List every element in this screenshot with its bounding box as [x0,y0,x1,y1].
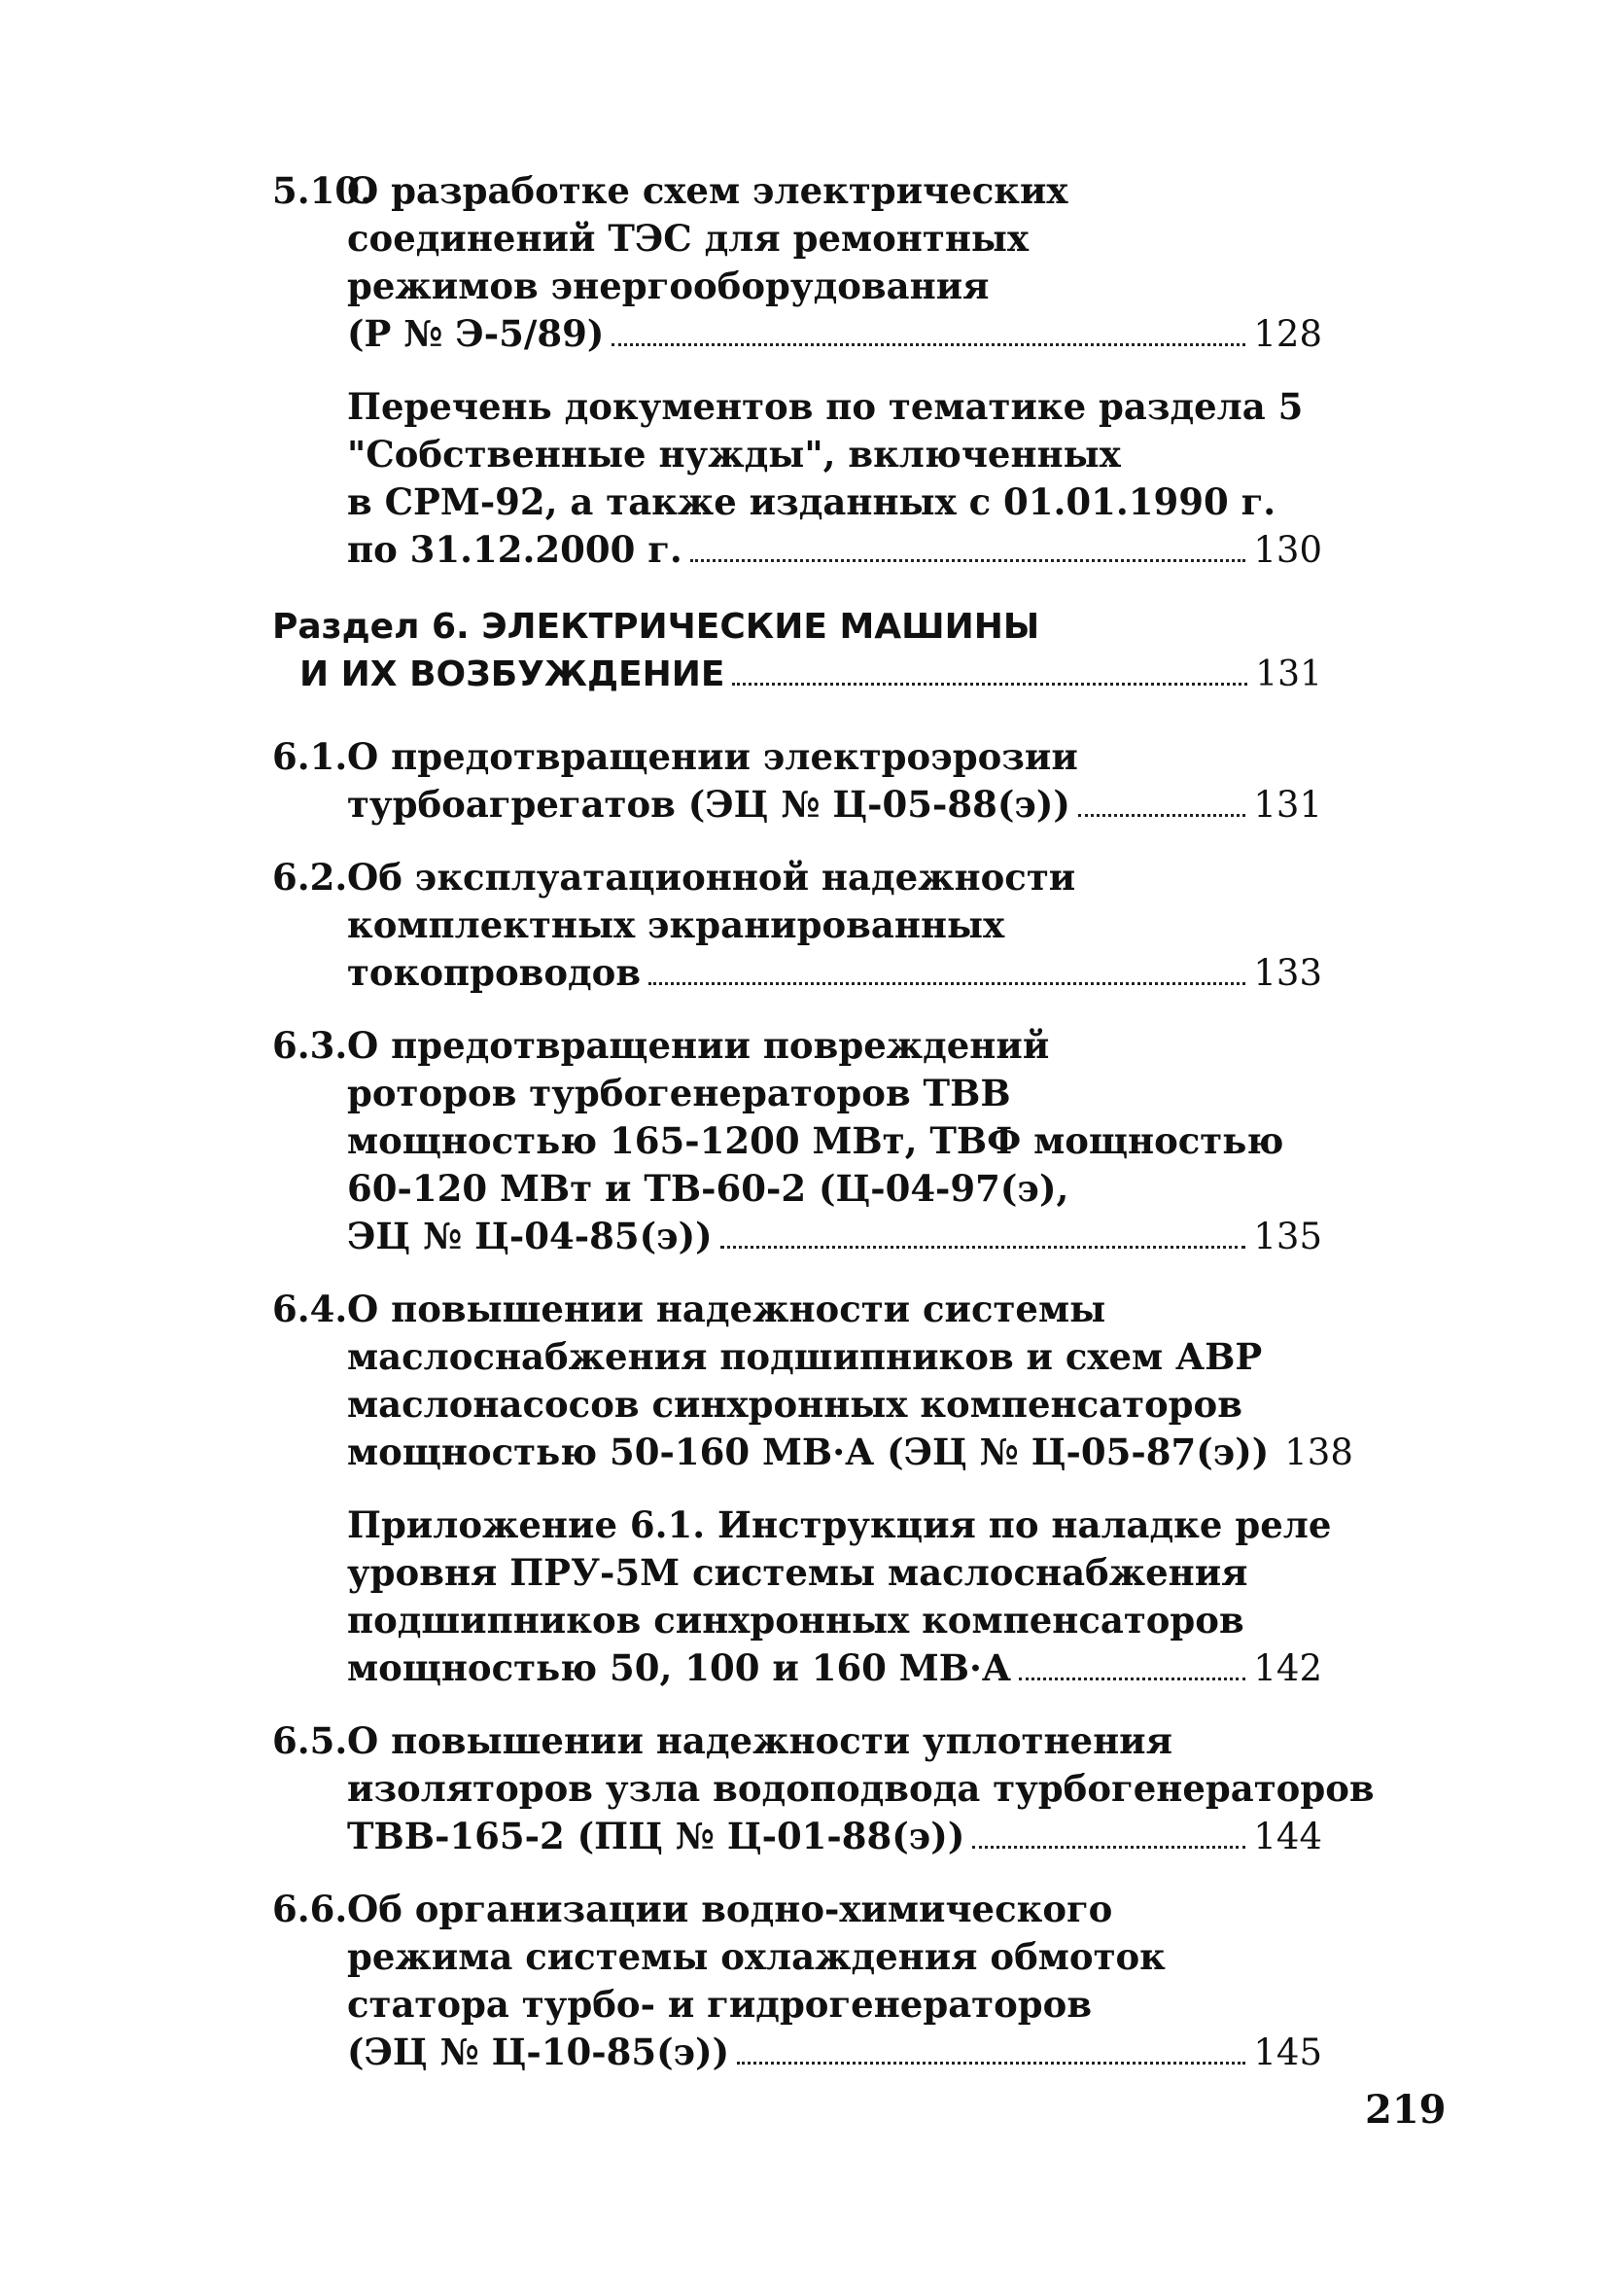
entry-title-line: в СРМ-92, а также изданных с 01.01.1990 г. [347,480,1276,523]
dot-leader [612,343,1245,346]
entry-title-line: Перечень документов по тематике раздела 5 [347,385,1304,428]
entry-title-line: 60-120 МВт и ТВ-60-2 (Ц-04-97(э), [347,1167,1069,1210]
toc-entry-6-2 [272,854,1322,997]
entry-title-line: режимов энергооборудования [347,265,990,307]
toc-entry-6-6 [272,1886,1322,2076]
entry-title-line: статора турбо- и гидрогенераторов [347,1983,1093,2026]
entry-title-line: уровня ПРУ-5М системы маслоснабжения [347,1551,1248,1594]
entry-number: 6.5. [272,1719,348,1762]
entry-page-number: 131 [1253,784,1322,826]
toc-entry-appendix-6-1 [272,1501,1332,1692]
entry-title-line: маслоснабжения подшипников и схем АВР [347,1335,1263,1378]
entry-number: 6.3. [272,1024,348,1067]
dot-leader [737,2062,1245,2065]
entry-title-line: О предотвращении электроэрозии [347,735,1078,778]
entry-title-line: роторов турбогенераторов ТВВ [347,1072,1011,1114]
page-number: 219 [1365,2087,1447,2133]
entry-title-line: ЭЦ № Ц-04-85(э)) [347,1215,713,1257]
entry-title-line: ТВВ-165-2 (ПЦ № Ц-01-88(э)) [347,1815,965,1857]
toc-entry-6-1 [272,733,1322,829]
entry-page-number: 128 [1253,313,1322,355]
entry-page-number: 142 [1253,1647,1322,1689]
entry-title-line: "Собственные нужды", включенных [347,433,1121,476]
dot-leader [972,1846,1245,1849]
entry-number: 6.1. [272,735,348,778]
entry-title-line: О повышении надежности системы [347,1288,1106,1330]
entry-page-number: 144 [1253,1816,1322,1857]
entry-title-line: мощностью 50, 100 и 160 МВ·А [347,1646,1012,1689]
entry-number: 6.2. [272,856,348,899]
entry-title-line: О повышении надежности уплотнения [347,1719,1172,1762]
entry-title-line: Приложение 6.1. Инструкция по наладке реле [347,1503,1332,1546]
entry-title-line: подшипников синхронных компенсаторов [347,1599,1244,1642]
entry-title-line: Об организации водно-химического [347,1888,1113,1930]
section-title-line: ЭЛЕКТРИЧЕСКИЕ МАШИНЫ [481,607,1040,647]
entry-page-number: 133 [1253,952,1322,994]
entry-title-line: изоляторов узла водоподвода турбогенераторов [347,1767,1375,1810]
section-label: Раздел 6. [272,607,470,647]
entry-title-line: мощностью 50-160 МВ·А (ЭЦ № Ц-05-87(э)) [347,1431,1270,1473]
toc-entry-list-section-5 [272,383,1322,574]
entry-title-line: Об эксплуатационной надежности [347,856,1076,899]
toc-entry-6-5 [272,1717,1375,1860]
entry-number: 6.4. [272,1288,348,1330]
dot-leader [1019,1678,1245,1680]
table-of-contents [272,167,1375,2102]
toc-entry-6-3 [272,1022,1322,1260]
dot-leader [648,982,1245,985]
dot-leader [720,1246,1246,1249]
entry-title-line: маслонасосов синхронных компенсаторов [347,1383,1242,1426]
entry-title-line: О разработке схем электрических [347,169,1068,212]
entry-page-number: 145 [1253,2031,1322,2073]
toc-entry-5-10 [272,167,1322,358]
toc-entry-6-4 [272,1286,1353,1476]
entry-page-number: 135 [1253,1216,1322,1257]
entry-title-line: по 31.12.2000 г. [347,528,682,571]
entry-title-line: (ЭЦ № Ц-10-85(э)) [347,2031,730,2073]
entry-title-line: режима системы охлаждения обмоток [347,1935,1166,1978]
section-title-line: И ИХ ВОЗБУЖДЕНИЕ [299,654,725,694]
entry-page-number: 138 [1284,1431,1353,1473]
entry-number: 6.6. [272,1888,348,1930]
entry-page-number: 130 [1253,529,1322,571]
entry-title-line: соединений ТЭС для ремонтных [347,217,1030,260]
entry-number: 5.10. [272,169,372,212]
entry-title-line: О предотвращении повреждений [347,1024,1050,1067]
toc-section-heading-6 [272,603,1322,698]
entry-title-line: турбоагрегатов (ЭЦ № Ц-05-88(э)) [347,783,1070,826]
entry-title-line: токопроводов [347,951,642,994]
entry-title-line: мощностью 165-1200 МВт, ТВФ мощностью [347,1119,1284,1162]
dot-leader [732,683,1247,686]
entry-page-number: 131 [1255,654,1322,694]
entry-title-line: (Р № Э-5/89) [347,312,605,355]
entry-title-line: комплектных экранированных [347,903,1005,946]
dot-leader [1078,814,1245,817]
dot-leader [690,559,1246,562]
